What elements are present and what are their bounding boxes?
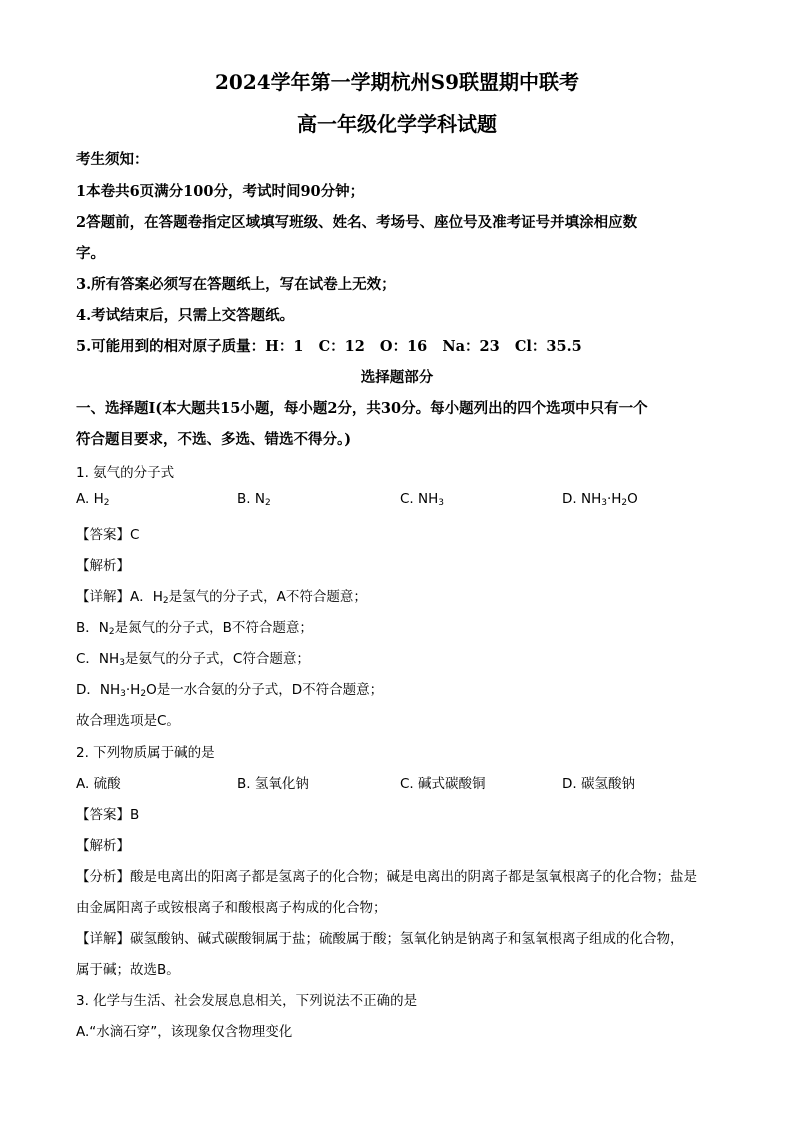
notice-item-3: 3.所有答案必须写在答题纸上，写在试卷上无效；	[76, 276, 396, 293]
question-3-option-a: A.“水滴石穿”，该现象仅含物理变化	[76, 1024, 293, 1040]
question-2-option-d: D. 碳氢酸钠	[562, 776, 635, 792]
question-2-fenxi-2: 由金属阳离子或铵根离子和酸根离子构成的化合物；	[76, 900, 387, 916]
question-1-answer: 【答案】C	[76, 527, 140, 543]
notice-item-4: 4.考试结束后，只需上交答题纸。	[76, 307, 295, 324]
question-1-stem: 1. 氨气的分子式	[76, 465, 175, 481]
question-2-detail-2: 属于碱；故选B。	[76, 962, 180, 978]
question-2-analysis-label: 【解析】	[76, 838, 130, 854]
question-2-option-c: C. 碱式碳酸铜	[400, 776, 486, 792]
question-2-option-a: A. 硫酸	[76, 776, 121, 792]
notice-item-2-cont: 字。	[76, 245, 105, 262]
notice-heading: 考生须知：	[76, 151, 149, 168]
question-1-option-d: D. $NH_3\cdot H_2O$	[562, 491, 638, 508]
section-instruction-2: 符合题目要求，不选、多选、错选不得分。)	[76, 431, 352, 448]
notice-item-1: 1本卷共6页满分100分，考试时间90分钟；	[76, 183, 365, 200]
question-1-analysis-label: 【解析】	[76, 558, 130, 574]
question-3-stem: 3. 化学与生活、社会发展息息相关，下列说法不正确的是	[76, 993, 418, 1009]
question-2-answer: 【答案】B	[76, 807, 140, 823]
page-title: 2024学年第一学期杭州S9联盟期中联考	[214, 70, 580, 94]
question-2-stem: 2. 下列物质属于碱的是	[76, 745, 215, 761]
question-1-option-c: C. $NH_3$	[400, 491, 444, 508]
question-1-detail-c: C．$NH_3$是氨气的分子式，C符合题意；	[76, 651, 310, 668]
question-1-option-b: B. $N_2$	[237, 491, 271, 508]
question-1-detail-b: B．$N_2$是氮气的分子式，B不符合题意；	[76, 620, 313, 637]
section-title: 选择题部分	[360, 369, 434, 386]
question-1-option-a: A. $H_2$	[76, 491, 110, 508]
question-1-detail-d: D．$NH_3\cdot H_2O$是一水合氨的分子式，D不符合题意；	[76, 682, 384, 699]
notice-item-2: 2答题前，在答题卷指定区域填写班级、姓名、考场号、座位号及准考证号并填涂相应数	[76, 214, 638, 231]
notice-item-5: 5.可能用到的相对原子质量：H：1 C：12 O：16 Na：23 Cl：35.5	[76, 338, 582, 355]
question-2-fenxi-1: 【分析】酸是电离出的阳离子都是氢离子的化合物；碱是电离出的阴离子都是氢氧根离子的化合物；盐是	[76, 869, 697, 885]
page-subtitle: 高一年级化学学科试题	[297, 112, 497, 136]
question-1-detail-a: 【详解】A．$H_2$是氢气的分子式，A不符合题意；	[76, 589, 367, 606]
question-2-detail-1: 【详解】碳氢酸钠、碱式碳酸铜属于盐；硫酸属于酸；氢氧化钠是钠离子和氢氧根离子组成的化合物，	[76, 931, 684, 947]
question-1-conclusion: 故合理选项是C。	[76, 713, 180, 729]
section-instruction-1: 一、选择题I(本大题共15小题，每小题2分，共30分。每小题列出的四个选项中只有一个	[76, 400, 648, 417]
question-2-option-b: B. 氢氧化钠	[237, 776, 309, 792]
